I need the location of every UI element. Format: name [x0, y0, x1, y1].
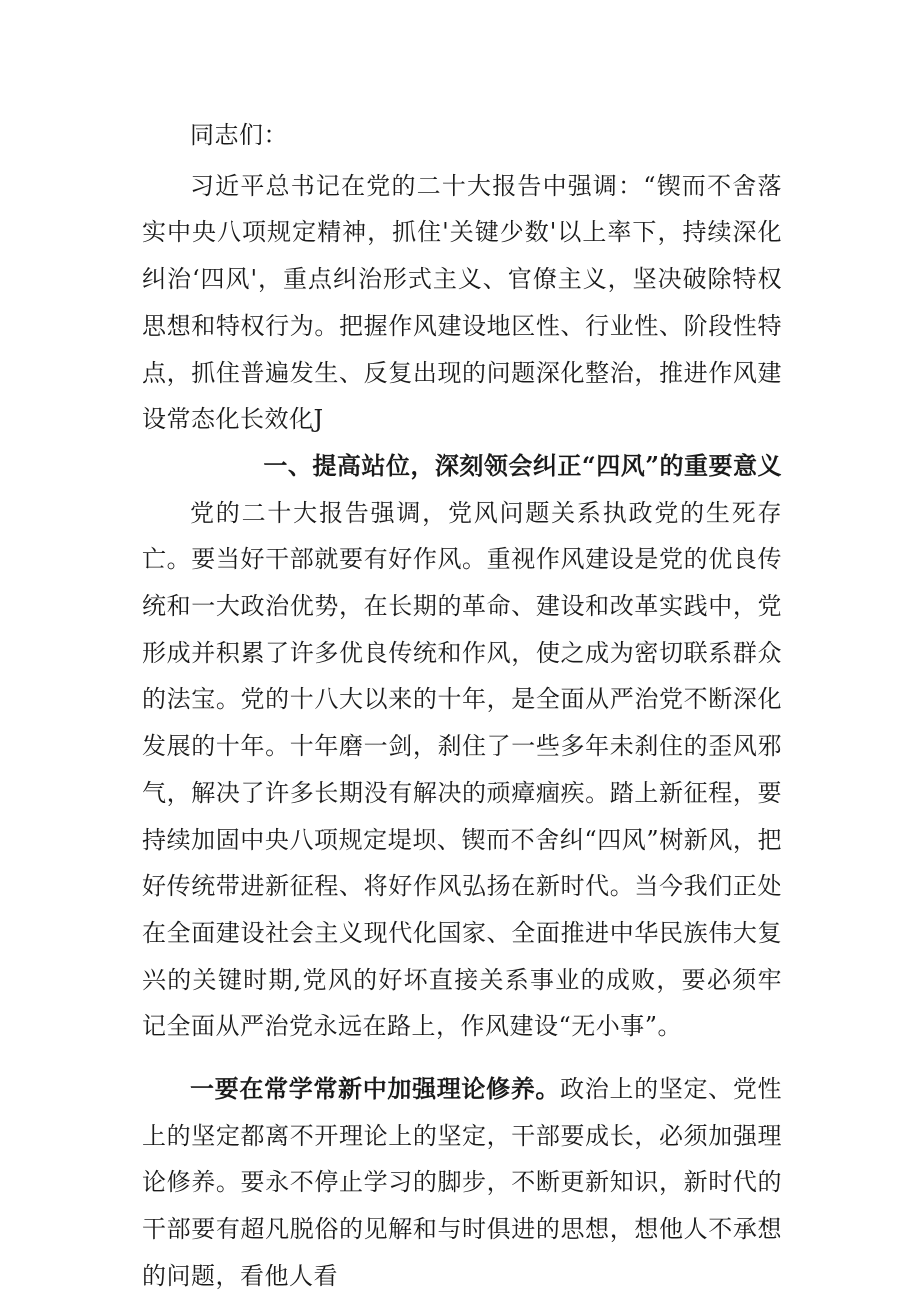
section-paragraph: 党的二十大报告强调，党风问题关系执政党的生死存亡。要当好干部就要有好作风。重视作风建设是党的优良传统和一大政治优势，在长期的革命、建设和改革实践中，党形成并积累了许多优良传统和作风，使之成为密切联系群众的法宝。党的十八大以来的十年，是全面从严治党不断深化发展的十年。十年磨一剑，刹住了一些多年未刹住的歪风邪气，解决了许多长期没有解决的顽瘴痼疾。踏上新征程，要持续加固中央八项规定堤坝、锲而不舍纠“四风”树新风，把好传统带进新征程、将好作风弘扬在新时代。当今我们正处在全面建设社会主义现代化国家、全面推进中华民族伟大复兴的关键时期,党风的好坏直接关系事业的成败，要必须牢记全面从严治党永远在路上，作风建设“无小事”。	[142, 498, 782, 1041]
greeting: 同志们：	[190, 121, 288, 149]
point-lead: 一要在常学常新中加强理论修养。	[190, 1074, 561, 1104]
paragraph-gap	[142, 1050, 782, 1066]
section-heading: 一、提高站位，深刻领会纠正“四风”的重要意义	[263, 450, 782, 480]
intro-paragraph: 习近平总书记在党的二十大报告中强调：“锲而不舍落实中央八项规定精神，抓住'关键少数'以上率下，持续深化纠治‘四风'，重点纠治形式主义、官僚主义，坚决破除特权思想和特权行为。把握作风建设地区性、行业性、阶段性特点，抓住普遍发生、反复出现的问题深化整治，推进作风建设常态化长效化J	[142, 171, 782, 434]
point-text: 政治上的坚定、党性上的坚定都离不开理论上的坚定，干部要成长，必须加强理论修养。要永不停止学习的脚步，不断更新知识，新时代的干部要有超凡脱俗的见解和与时俱进的思想，想他人不承想的问题，看他人看	[142, 1075, 783, 1290]
point-paragraph	[142, 1066, 782, 1300]
document-page	[142, 112, 782, 1300]
